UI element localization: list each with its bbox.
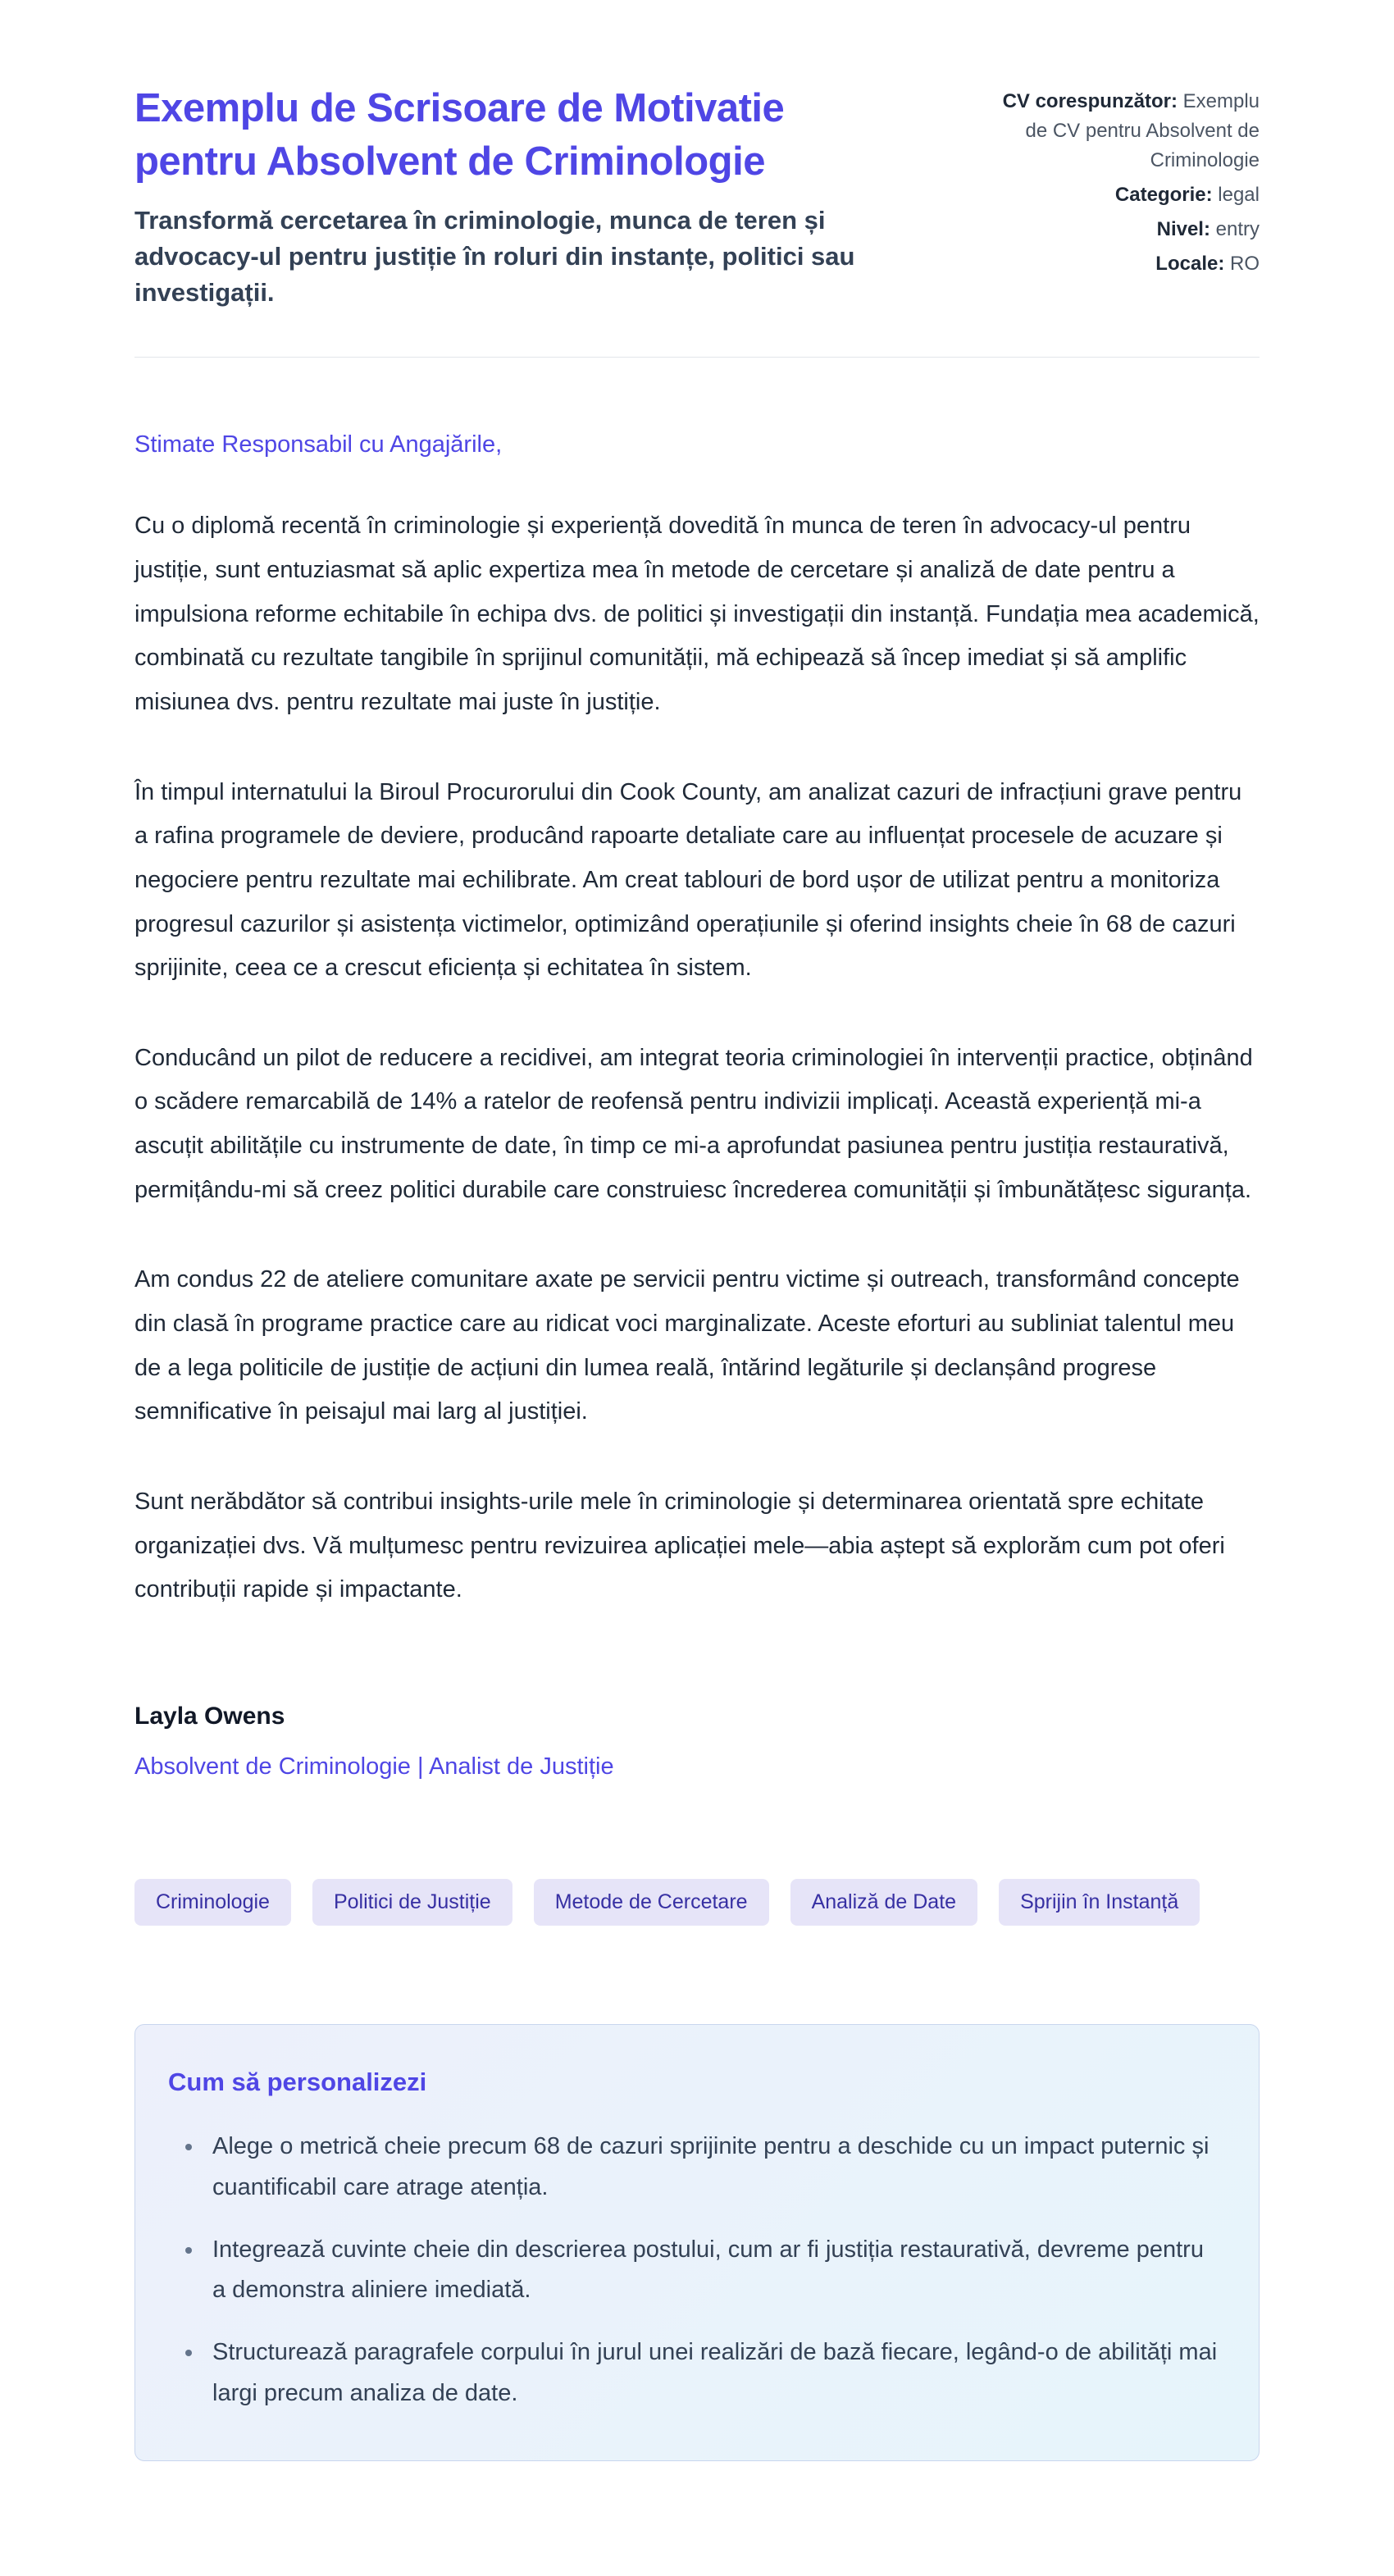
tag-analiza-de-date[interactable]: Analiză de Date bbox=[790, 1879, 978, 1926]
tip-item: • Alege o metrică cheie precum 68 de cazuri sprijinite pentru a deschide cu un impact puternic și cuantificabil care atrage atenția. bbox=[204, 2127, 1221, 2209]
meta-cv-row bbox=[989, 87, 1260, 176]
page bbox=[134, 0, 1260, 2576]
tag-politici-de-justitie[interactable]: Politici de Justiție bbox=[312, 1879, 512, 1926]
tag-criminologie[interactable]: Criminologie bbox=[134, 1879, 291, 1926]
tag-sprijin-in-instanta[interactable]: Sprijin în Instanță bbox=[999, 1879, 1200, 1926]
page-title: Exemplu de Scrisoare de Motivatie pentru Absolvent de Criminologie bbox=[134, 86, 785, 184]
letter-paragraph: Sunt nerăbdător să contribui insights-urile mele în criminologie și determinarea orientată spre echitate organizației dvs. Vă mulțumesc pentru revizuirea aplicației mele—abia aștept să explorăm cum pot oferi contribuții rapide și impactante. bbox=[134, 1488, 1225, 1603]
meta-locale-label: Locale: bbox=[1155, 253, 1225, 275]
tips-title: Cum să personalizezi bbox=[168, 2067, 427, 2096]
letter-paragraph: Conducând un pilot de reducere a recidivei, am integrat teoria criminologiei în intervenții practice, obținând o scădere remarcabilă de 14% a ratelor de reofensă pentru indivizii implicați. Această experiență mi-a ascuțit abilitățile cu instrumente de date, în timp ce mi-a aprofundat pasiunea pentru justiția restaurativă, permițându-mi să creez politici durabile care construiesc încrederea comunității și îmbunătățesc siguranța. bbox=[134, 1044, 1253, 1203]
page-subtitle: Transformă cercetarea în criminologie, munca de teren și advocacy-ul pentru justiție în roluri din instanțe, politici sau investigații. bbox=[134, 206, 855, 308]
letter-greeting: Stimate Responsabil cu Angajările, bbox=[134, 431, 503, 458]
meta-level-row bbox=[989, 215, 1260, 244]
meta-cv-label: CV corespunzător: bbox=[1002, 90, 1178, 112]
customization-tips-box bbox=[134, 2024, 1260, 2461]
tip-item: • Structurează paragrafele corpului în jurul unei realizări de bază fiecare, legând-o de abilități mai largi precum analiza de date. bbox=[204, 2332, 1221, 2414]
tag-metode-de-cercetare[interactable]: Metode de Cercetare bbox=[534, 1879, 769, 1926]
divider bbox=[134, 357, 1260, 358]
header-title-block bbox=[134, 82, 905, 311]
header bbox=[134, 82, 1260, 311]
meta-category-label: Categorie: bbox=[1114, 184, 1213, 206]
meta-locale-row bbox=[989, 249, 1260, 279]
meta-locale-value: RO bbox=[1230, 253, 1260, 275]
letter-paragraph: Am condus 22 de ateliere comunitare axate pe servicii pentru victime și outreach, transformând concepte din clasă în programe practice care au ridicat voci marginalizate. Aceste eforturi au subliniat talentul meu de a lega politicile de justiție de acțiuni din lumea reală, întărind legăturile și declanșând progrese semnificative în peisajul mai larg al justiției. bbox=[134, 1266, 1240, 1425]
tag-list bbox=[134, 1879, 1260, 1926]
meta-panel bbox=[989, 82, 1260, 284]
tips-list bbox=[168, 2127, 1221, 2414]
meta-level-value: entry bbox=[1215, 218, 1260, 240]
signature-role: Absolvent de Criminologie | Analist de Justiție bbox=[134, 1753, 614, 1780]
signature-name: Layla Owens bbox=[134, 1702, 285, 1730]
letter-paragraph: În timpul internatului la Biroul Procurorului din Cook County, am analizat cazuri de infracțiuni grave pentru a rafina programele de deviere, producând rapoarte detaliate care au influențat procesele de acuzare și negociere pentru rezultate mai echilibrate. Am creat tablouri de bord ușor de utilizat pentru a monitoriza progresul cazurilor și asistența victimelor, optimizând operațiunile și oferind insights cheie în 68 de cazuri sprijinite, ceea ce a crescut eficiența și echitatea în sistem. bbox=[134, 778, 1242, 982]
meta-cv-value: Exemplu de CV pentru Absolvent de Criminologie bbox=[1025, 90, 1260, 171]
cover-letter-body bbox=[134, 431, 1260, 1780]
meta-category-value: legal bbox=[1218, 184, 1260, 206]
meta-category-row bbox=[989, 180, 1260, 210]
tip-item: • Integrează cuvinte cheie din descrierea postului, cum ar fi justiția restaurativă, devreme pentru a demonstra aliniere imediată. bbox=[204, 2230, 1221, 2312]
meta-level-label: Nivel: bbox=[1156, 218, 1210, 240]
letter-paragraph: Cu o diplomă recentă în criminologie și experiență dovedită în munca de teren în advocacy-ul pentru justiție, sunt entuziasmat să aplic expertiza mea în metode de cercetare și analiză de date pentru a impulsiona reforme echitabile în echipa dvs. de politici și investigații din instanță. Fundația mea academică, combinată cu rezultate tangibile în sprijinul comunității, mă echipează să încep imediat și să amplific misiunea dvs. pentru rezultate mai juste în justiție. bbox=[134, 513, 1260, 715]
